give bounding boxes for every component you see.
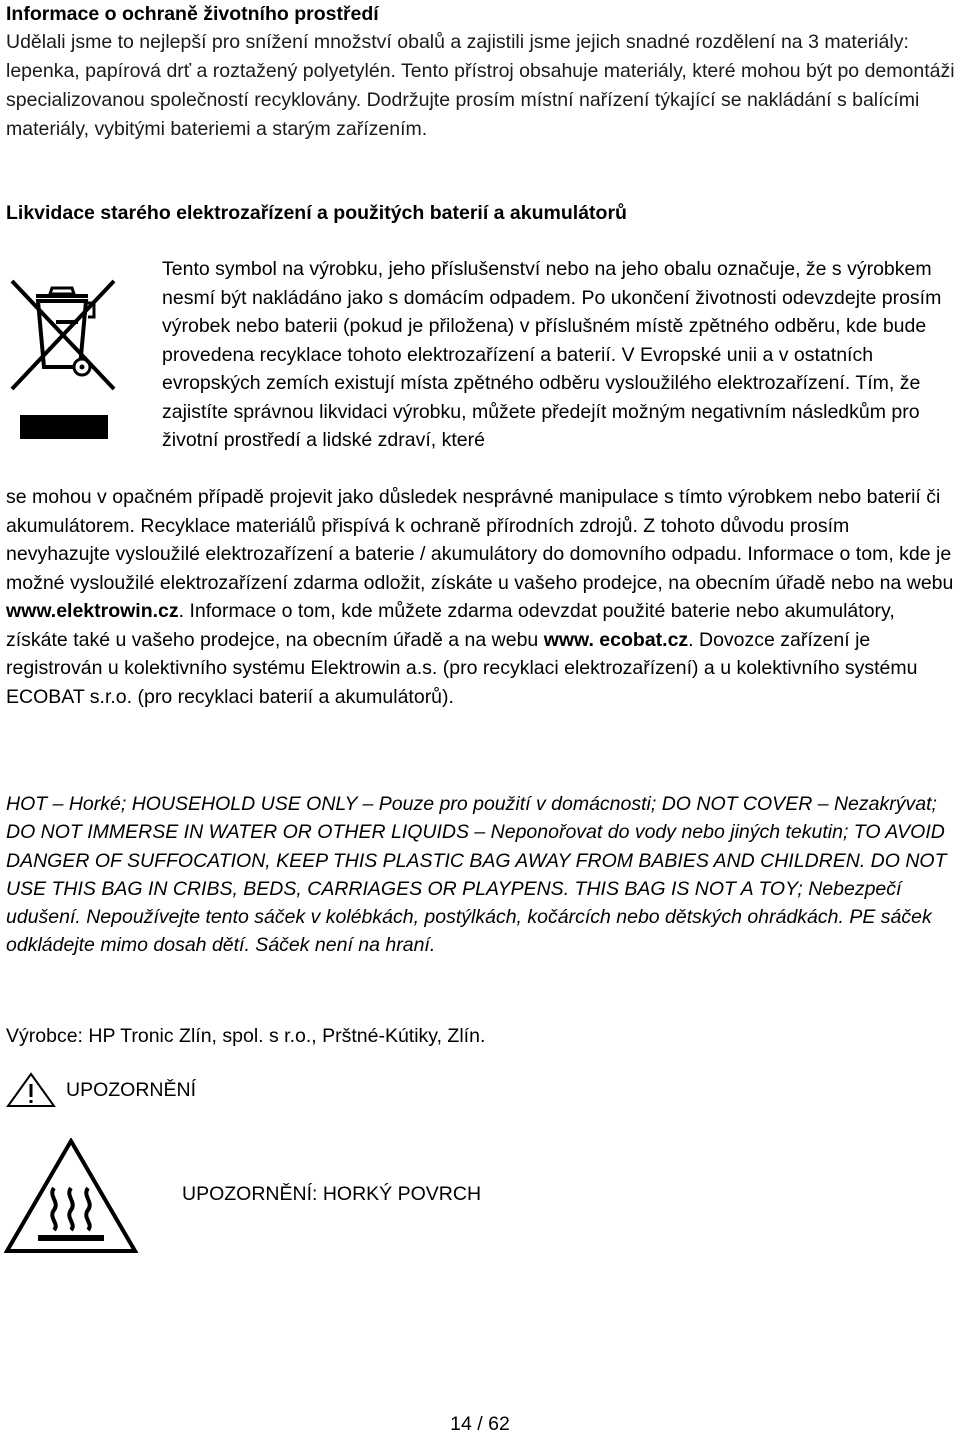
hot-surface-label: UPOZORNĚNÍ: HORKÝ POVRCH [182, 1183, 482, 1205]
weee-symbol [6, 275, 118, 443]
caution-label: UPOZORNĚNÍ [66, 1079, 197, 1101]
exclamation-triangle-icon [6, 1072, 56, 1108]
environment-heading: Informace o ochraně životního prostředí [6, 3, 379, 25]
text-after-link2: . Dovozce zařízení je registrován u kolektivního systému Elektrowin a.s. (pro recyklaci elektrozařízení) a u kolektivního systému ECOBAT s.r.o. (pro recyklaci baterií a akumulátorů). [6, 628, 918, 708]
text-after-link1: . Informace o tom, kde můžete zdarma odevzdat použité baterie nebo akumulátory, získáte také u vašeho prodejce, na obecním úřadě a na webu [6, 600, 895, 651]
hot-surface-warning-icon [4, 1138, 138, 1254]
page-number: 14 / 62 [450, 1413, 510, 1435]
ecobat-link[interactable]: www. ecobat.cz [543, 628, 689, 651]
environment-paragraph: Udělali jsme to nejlepší pro snížení množství obalů a zajistili jsme jejich snadné rozdělení na 3 materiály: lepenka, papírová drť a roztažený polyetylén. Tento přístroj obsahuje materiály, které mohou být po demontáži specializovanou společností recyklovány. Dodržujte prosím místní nařízení týkající se nakládání s balícími materiály, vybitými bateriemi a starým zařízením. [6, 31, 955, 140]
manufacturer-line: Výrobce: HP Tronic Zlín, spol. s r.o., Prštné-Kútiky, Zlín. [6, 1025, 486, 1047]
symbol-explanation-lead: Tento symbol na výrobku, jeho příslušenství nebo na jeho obalu označuje, že s výrobkem nesmí být nakládáno jako s domácím odpadem. Po ukončení životnosti odevzdejte prosím výrobek nebo baterii (pokud je přiložena) v příslušném místě zpětného odběru, kde bude provedena recyklace tohoto elektrozařízení a baterií. V Evropské unii a v ostatních evropských zemích existují místa zpětného odběru vysloužilého elektrozařízení. Tím, že zajistíte správnou likvidaci výrobku, můžete předejít možným negativním následkům pro životní prostředí a lidské zdraví, které [162, 258, 942, 451]
disposal-heading: Likvidace starého elektrozařízení a použitých baterií a akumulátorů [6, 202, 627, 224]
crossed-out-wheelie-bin-icon [6, 275, 118, 443]
symbol-explanation-rest: se mohou v opačném případě projevit jako důsledek nesprávné manipulace s tímto výrobkem nebo baterií či akumulátorem. Recyklace materiálů přispívá k ochraně přírodních zdrojů. Z tohoto důvodu prosím nevyhazujte vysloužilé elektrozařízení a baterie / akumulátory do domovního odpadu. Informace o tom, kde je možné vysloužilé elektrozařízení zdarma odložit, získáte u vašeho prodejce, na obecním úřadě nebo na webu www.elektrowin.cz. Informace o tom, kde můžete zdarma odevzdat použité baterie nebo akumulátory, získáte také u vašeho prodejce, na obecním úřadě a na webu www. ecobat.cz. Dovozce zařízení je registrován u kolektivního systému Elektrowin a.s. (pro recyklaci elektrozařízení) a u kolektivního systému ECOBAT s.r.o. (pro recyklaci baterií a akumulátorů). [6, 486, 954, 708]
elektrowin-link[interactable]: www.elektrowin.cz [6, 600, 179, 622]
safety-warnings-paragraph: HOT – Horké; HOUSEHOLD USE ONLY – Pouze pro použití v domácnosti; DO NOT COVER – Nezakrývat; DO NOT IMMERSE IN WATER OR OTHER LIQUIDS – Neponořovat do vody nebo jiných tekutin; TO AVOID DANGER OF SUFFOCATION, KEEP THIS PLASTIC BAG AWAY FROM BABIES AND CHILDREN. DO NOT USE THIS BAG IN CRIBS, BEDS, CARRIAGES OR PLAYPENS. THIS BAG IS NOT A TOY; Nebezpečí udušení. Nepoužívejte tento sáček v kolébkách, postýlkách, kočárcích nebo dětských ohrádkách. PE sáček odkládejte mimo dosah dětí. Sáček není na hraní. [6, 793, 947, 957]
